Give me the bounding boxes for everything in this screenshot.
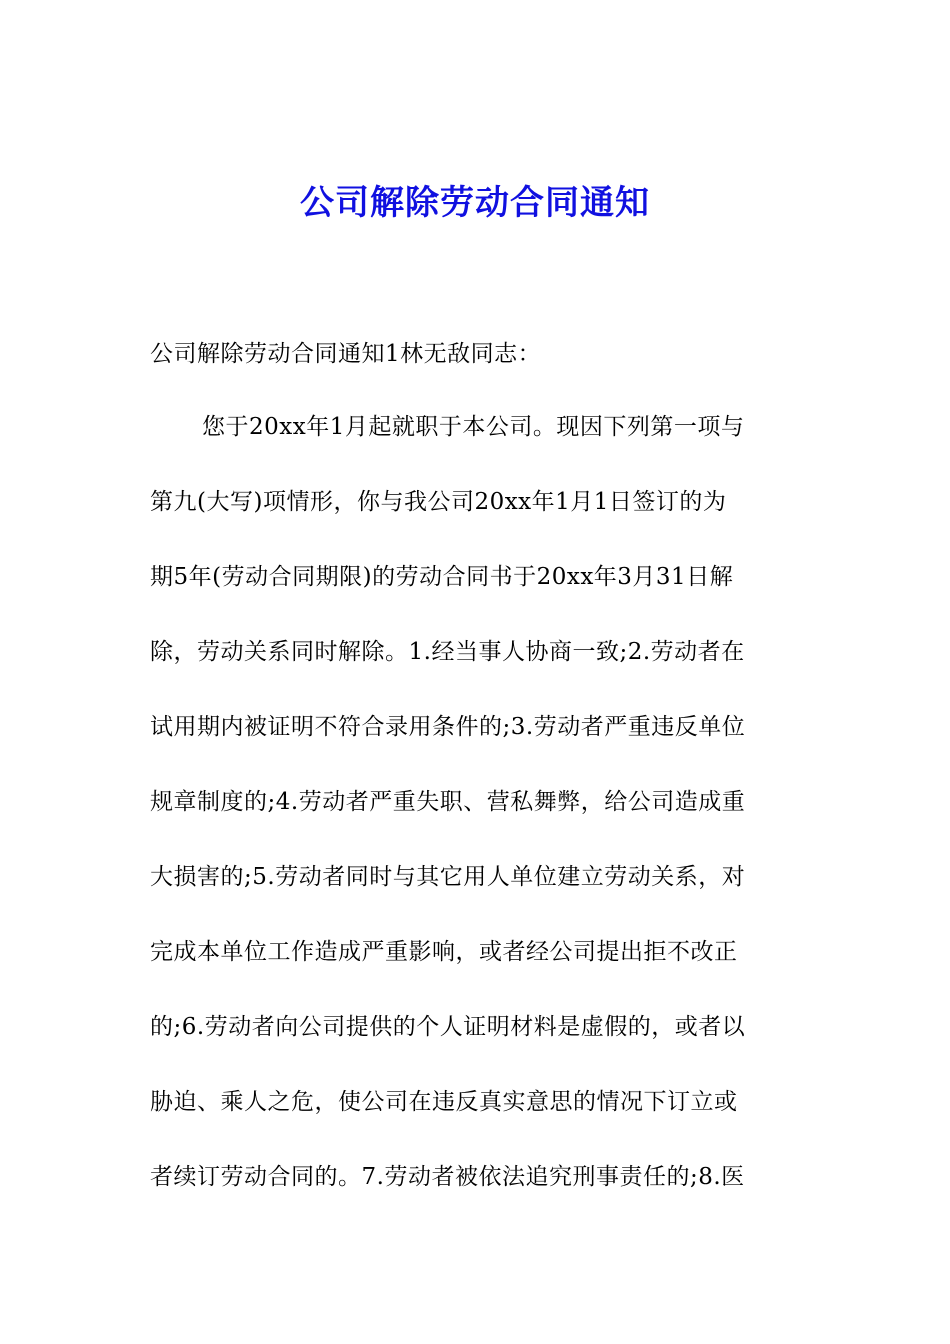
paragraph-line: 胁迫、乘人之危，使公司在违反真实意思的情况下订立或 <box>150 1089 738 1115</box>
paragraph-line: 者续订劳动合同的。7.劳动者被依法追究刑事责任的;8.医 <box>150 1164 745 1190</box>
document-title: 公司解除劳动合同通知 <box>300 183 650 223</box>
paragraph-line: 除，劳动关系同时解除。1.经当事人协商一致;2.劳动者在 <box>150 639 745 665</box>
body-paragraph <box>150 390 810 1215</box>
paragraph-line: 规章制度的;4.劳动者严重失职、营私舞弊，给公司造成重 <box>150 789 746 815</box>
paragraph-line: 试用期内被证明不符合录用条件的;3.劳动者严重违反单位 <box>150 714 746 740</box>
paragraph-line: 第九(大写)项情形，你与我公司20xx年1月1日签订的为 <box>150 489 727 515</box>
salutation-line: 公司解除劳动合同通知1林无敌同志： <box>150 341 542 367</box>
paragraph-line: 您于20xx年1月起就职于本公司。现因下列第一项与 <box>202 414 745 440</box>
paragraph-line: 完成本单位工作造成严重影响，或者经公司提出拒不改正 <box>150 939 738 965</box>
paragraph-line: 大损害的;5.劳动者同时与其它用人单位建立劳动关系，对 <box>150 864 746 890</box>
paragraph-line: 期5年(劳动合同期限)的劳动合同书于20xx年3月31日解 <box>150 564 734 590</box>
paragraph-line: 的;6.劳动者向公司提供的个人证明材料是虚假的，或者以 <box>150 1014 746 1040</box>
